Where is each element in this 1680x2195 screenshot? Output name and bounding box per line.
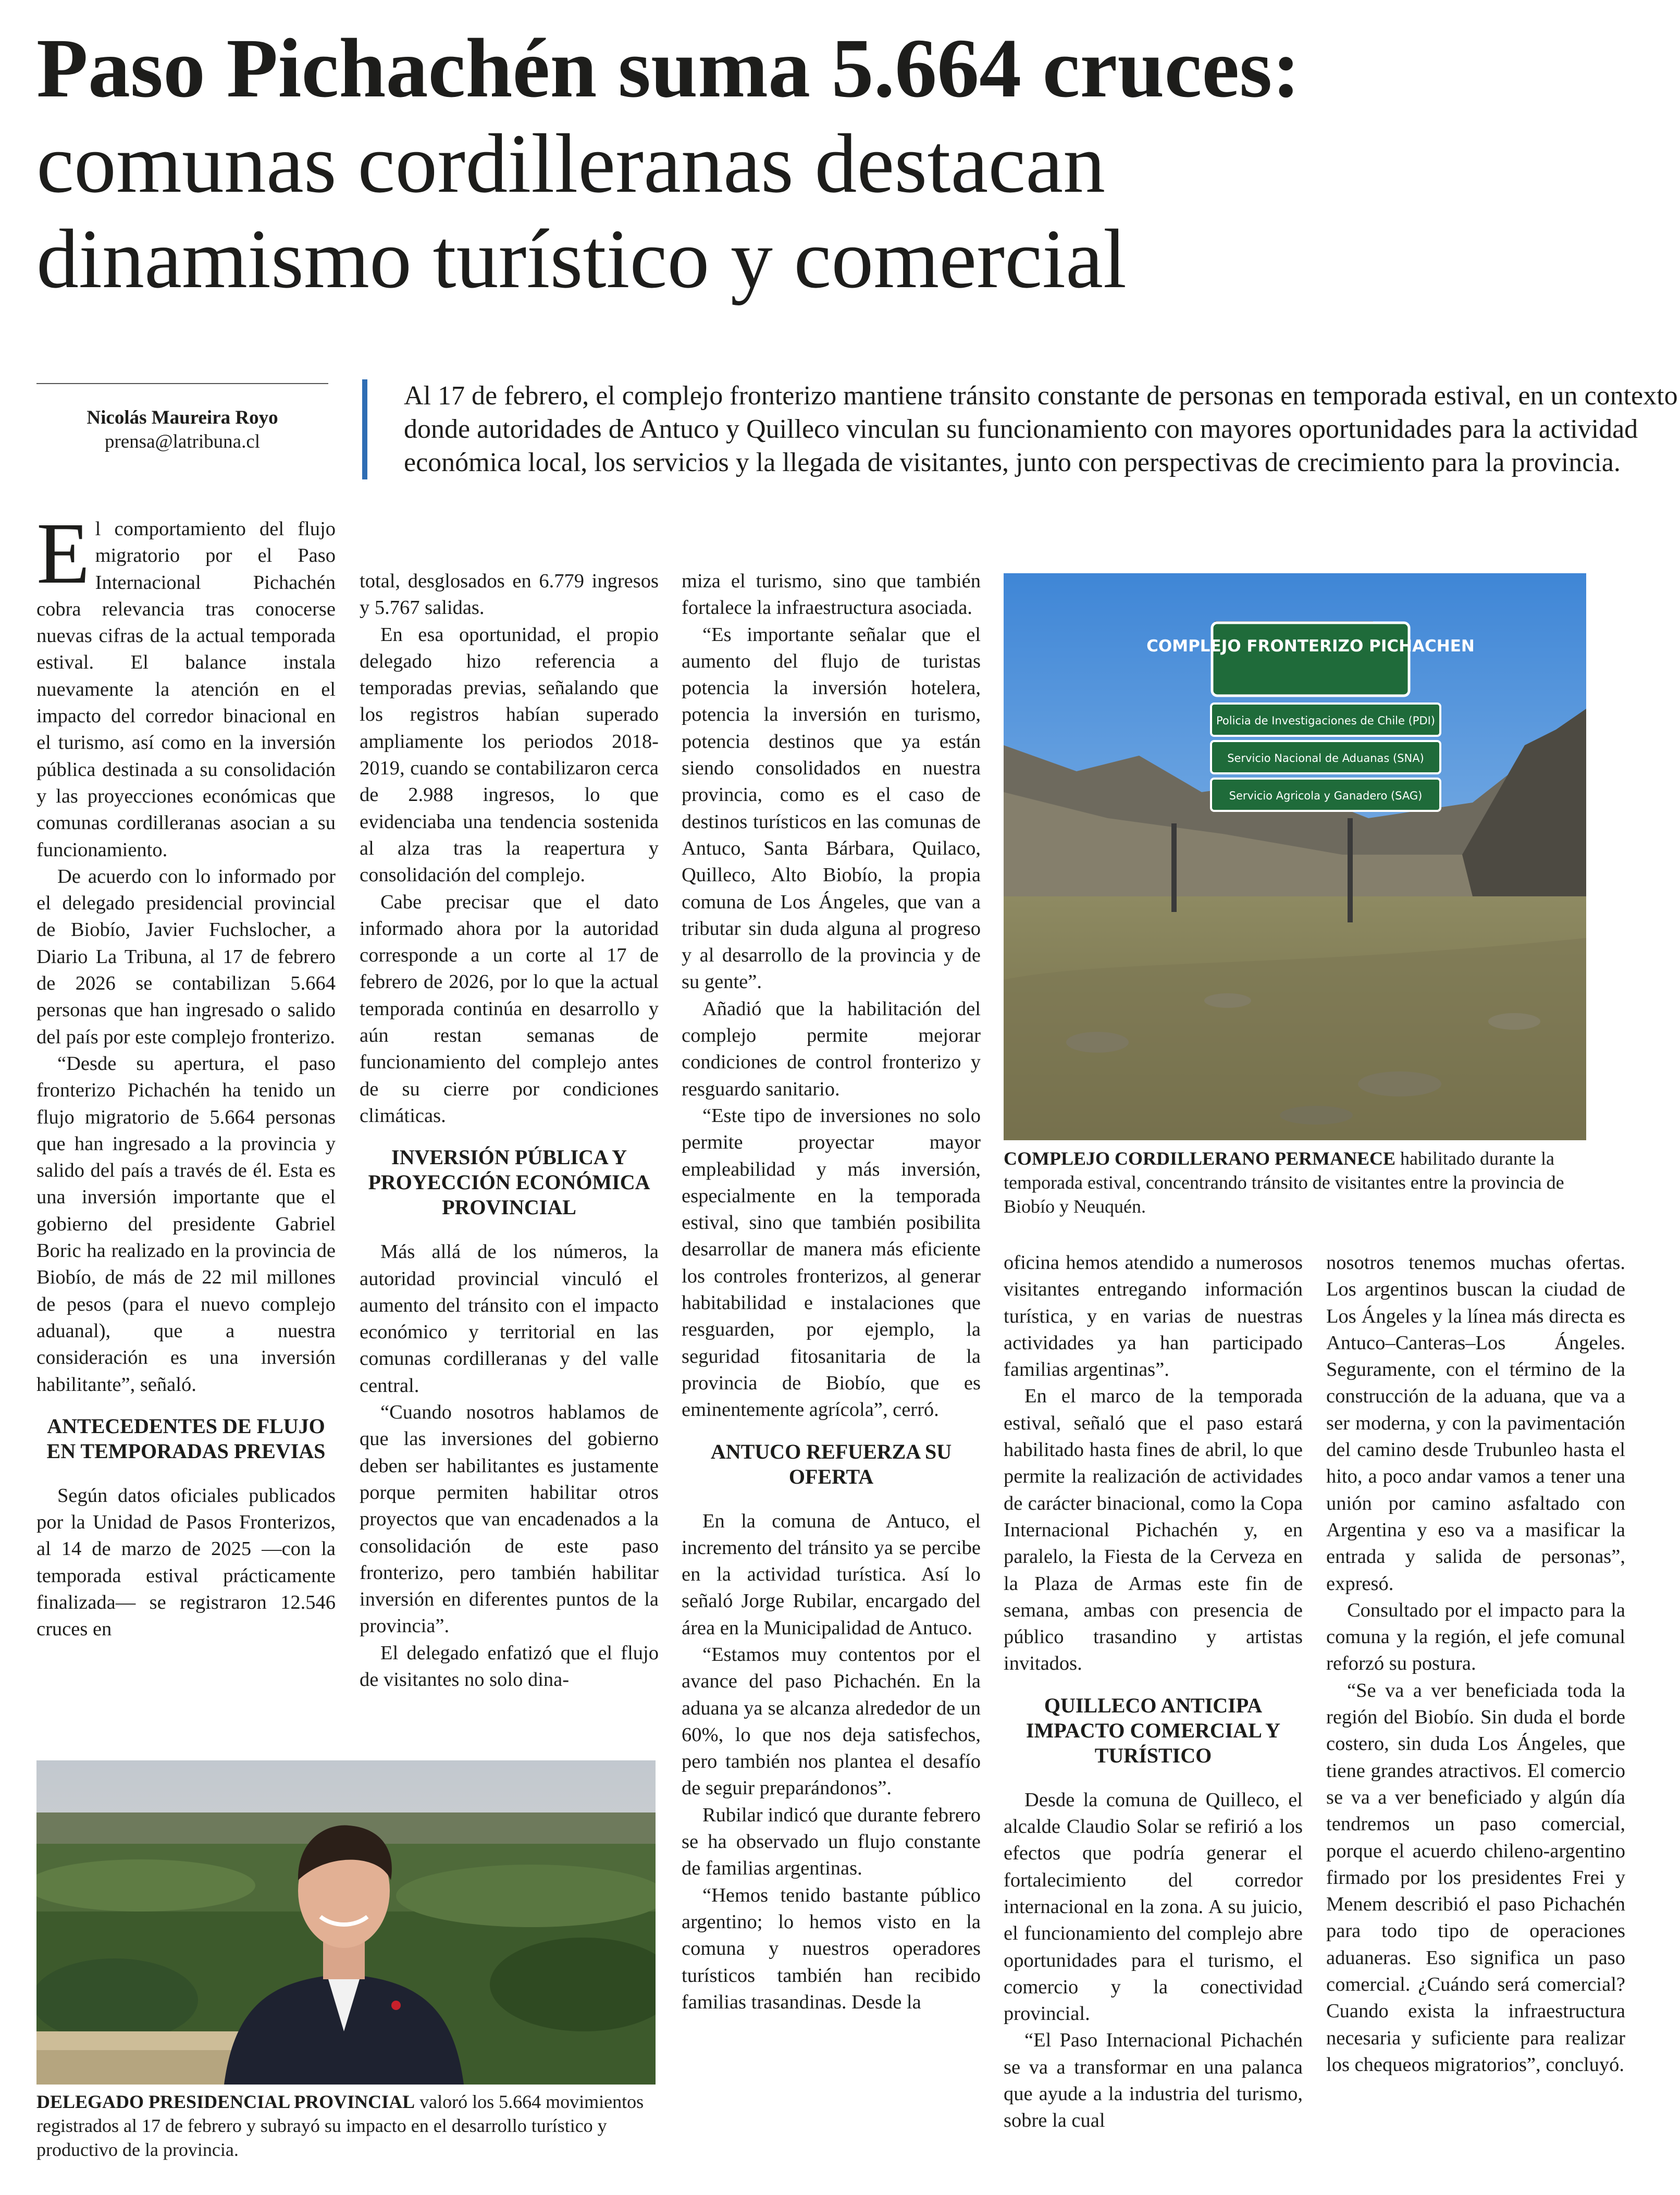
- article-column-1: [36, 505, 336, 1643]
- col4-paragraph-4: “El Paso Internacional Pichachén se va a transformar en una palanca que ayude a la industria del turismo, sobre la cual: [1004, 2029, 1303, 2132]
- photo-border-complex-caption: COMPLEJO CORDILLERANO PERMANECE habilitado durante la temporada estival, concentrando tránsito de visitantes entre la provincia de Biobío y Neuquén.: [1004, 1148, 1564, 1217]
- col3-paragraph-7: Rubilar indicó que durante febrero se ha observado un flujo constante de familias argentinas.: [682, 1804, 981, 1880]
- sign-title: COMPLEJO FRONTERIZO PICHACHEN: [1146, 637, 1475, 656]
- col4-subhead: QUILLECO ANTICIPA IMPACTO COMERCIAL Y TURÍSTICO: [1026, 1693, 1281, 1767]
- col1-subhead: ANTECEDENTES DE FLUJO EN TEMPORADAS PREVIAS: [46, 1414, 326, 1463]
- byline-author: Nicolás Maureira Royo: [87, 407, 278, 428]
- col2-subhead: INVERSIÓN PÚBLICA Y PROYECCIÓN ECONÓMICA PROVINCIAL: [368, 1145, 650, 1219]
- col5-paragraph-3: “Se va a ver beneficiada toda la región del Biobío. Sin duda el borde costero, sin duda Los Ángeles, que tiene grandes atractivos. El comercio se va a ver beneficiado y algún día tendremos un paso comercial, porque el acuerdo chileno-argentino firmado por los presidentes Frei y Menem describió el paso Pichachén para todo tipo de operaciones aduaneras. Eso significa un paso comercial. ¿Cuándo será comercial? Cuando exista la infraestructura necesaria y suficiente para realizar los chequeos migratorios”, concluyó.: [1326, 1679, 1625, 2076]
- sign-pdi: Policia de Investigaciones de Chile (PDI): [1216, 714, 1435, 727]
- dropcap: E: [36, 505, 90, 602]
- col4-paragraph-1: oficina hemos atendido a numerosos visitantes entregando información turística, y en varias de nuestras actividades ya han participado familias argentinas”.: [1004, 1252, 1303, 1381]
- col5-paragraph-1: nosotros tenemos muchas ofertas. Los argentinos buscan la ciudad de Los Ángeles y la línea más directa es Antuco–Canteras–Los Ángeles. Seguramente, con el término de la construcción de la aduana, que va a ser moderna, y con la pavimentación del camino desde Trubunleo hasta el hito, a poco andar vamos a tener una unión por camino asfaltado con Argentina y eso va a masificar la entrada y salida de personas”, expresó.: [1326, 1252, 1625, 1595]
- article-column-3: [682, 568, 981, 2016]
- col2-paragraph-5: “Cuando nosotros hablamos de que las inversiones del gobierno deben ser habilitantes es justamente porque permiten habilitar otros proyectos que van encadenados a la consolidación de este paso fronterizo, pero también habilitar inversión en diferentes puntos de la provincia”.: [360, 1401, 659, 1637]
- photo-delegate-caption-lead: DELEGADO PRESIDENCIAL PROVINCIAL: [36, 2091, 415, 2112]
- col4-paragraph-3: Desde la comuna de Quilleco, el alcalde Claudio Solar se refirió a los efectos que podría generar el fortalecimiento del corredor internacional en la zona. A su juicio, el funcionamiento del complejo abre oportunidades para el turismo, el comercio y la conectividad provincial.: [1004, 1789, 1303, 2025]
- photo-border-complex-caption-lead: COMPLEJO CORDILLERANO PERMANECE: [1004, 1148, 1396, 1169]
- sign-sna: Servicio Nacional de Aduanas (SNA): [1227, 752, 1424, 764]
- col1-paragraph-2: De acuerdo con lo informado por el delegado presidencial provincial de Biobío, Javier Fuchslocher, a Diario La Tribuna, al 17 de febrero de 2026 se contabilizan 5.664 personas que han ingresado o salido del país por este complejo fronterizo.: [36, 865, 336, 1048]
- col2-paragraph-6: El delegado enfatizó que el flujo de visitantes no solo dina-: [360, 1642, 659, 1691]
- delegate-portrait-illustration: [36, 1760, 656, 2085]
- col1-paragraph-3: “Desde su apertura, el paso fronterizo Pichachén ha tenido un flujo migratorio de 5.664 personas que han ingresado a la provincia y salido del país a través de él. Esta es una inversión importante que el gobierno del presidente Gabriel Boric ha realizado en la provincia de Biobío, de más de 22 mil millones de pesos (para el nuevo complejo aduanal), que a nuestra consideración es una inversión habilitante”, señaló.: [36, 1052, 336, 1396]
- col3-paragraph-1: miza el turismo, sino que también fortalece la infraestructura asociada.: [682, 570, 981, 619]
- headline-line-3: dinamismo turístico y comercial: [36, 213, 1127, 306]
- col3-paragraph-8: “Hemos tenido bastante público argentino; lo hemos visto en la comuna y nuestros operadores turísticos también han recibido familias trasandinas. Desde la: [682, 1884, 981, 2013]
- col4-paragraph-2: En el marco de la temporada estival, señaló que el paso estará habilitado hasta fines de abril, lo que permite la realización de actividades de carácter binacional, como la Copa Internacional Pichachén y, en paralelo, la Fiesta de la Cerveza en la Plaza de Armas este fin de semana, ambas con presencia de público trasandino y artistas invitados.: [1004, 1385, 1303, 1675]
- col5-paragraph-2: Consultado por el impacto para la comuna y la región, el jefe comunal reforzó su postura.: [1326, 1599, 1625, 1675]
- headline-line-2: comunas cordilleranas destacan: [36, 117, 1106, 211]
- col1-paragraph-1: El comportamiento del flujo migratorio por el Paso Internacional Pichachén cobra relevancia tras conocerse nuevas cifras de la actual temporada estival. El balance instala nuevamente la atención en el impacto del corredor binacional en el turismo, así como en la inversión pública destinada a su consolidación y las proyecciones económicas que comunas cordilleranas asocian a su funcionamiento.: [36, 505, 336, 861]
- col1-paragraph-4: Según datos oficiales publicados por la Unidad de Pasos Fronterizos, al 14 de marzo de 2025 —con la temporada estival prácticamente finalizada— se registraron 12.546 cruces en: [36, 1484, 336, 1641]
- col3-paragraph-3: Añadió que la habilitación del complejo permite mejorar condiciones de control fronterizo y resguardo sanitario.: [682, 997, 981, 1100]
- photo-delegate-caption: DELEGADO PRESIDENCIAL PROVINCIAL valoró los 5.664 movimientos registrados al 17 de febrero y subrayó su impacto en el desarrollo turístico y productivo de la provincia.: [36, 2091, 644, 2160]
- sign-sag: Servicio Agricola y Ganadero (SAG): [1229, 790, 1423, 802]
- article-column-2: [360, 568, 659, 1693]
- col2-paragraph-1: total, desglosados en 6.779 ingresos y 5.767 salidas.: [360, 570, 659, 619]
- col2-paragraph-2: En esa oportunidad, el propio delegado hizo referencia a temporadas previas, señalando que los registros habían superado ampliamente los periodos 2018-2019, cuando se contabilizaron cerca de 2.988 ingresos, lo que evidenciaba una tendencia sostenida al alza tras la reapertura y consolidación del complejo.: [360, 623, 659, 886]
- col3-paragraph-2: “Es importante señalar que el aumento del flujo de turistas potencia la inversión hotelera, potencia la inversión en turismo, potencia destinos que ya están siendo consolidados en nuestra provincia, como es el caso de destinos turísticos en las comunas de Antuco, Santa Bárbara, Quilaco, Quilleco, Alto Biobío, la propia comuna de Los Ángeles, que van a tributar sin duda alguna al progreso y al desarrollo de la provincia y de su gente”.: [682, 623, 981, 993]
- photo-delegate: [36, 1760, 656, 2085]
- col3-subhead: ANTUCO REFUERZA SU OFERTA: [710, 1439, 952, 1488]
- headline-line-1: Paso Pichachén suma 5.664 cruces:: [36, 22, 1301, 115]
- col3-paragraph-4: “Este tipo de inversiones no solo permite proyectar mayor empleabilidad y más inversión, especialmente en la temporada estival, sino que también posibilita desarrollar de manera más eficiente los controles fronterizos, al generar habitabilidad e instalaciones que resguarden, por ejemplo, la seguridad fitosanitaria de la provincia de Biobío, que es eminentemente agrícola”, cerró.: [682, 1104, 981, 1421]
- lead-paragraph: Al 17 de febrero, el complejo fronterizo mantiene tránsito constante de personas en temporada estival, en un contexto donde autoridades de Antuco y Quilleco vinculan su funcionamiento con mayores oportunidades para la actividad económica local, los servicios y la llegada de visitantes, junto con perspectivas de crecimiento para la provincia.: [362, 379, 1680, 479]
- col2-paragraph-4: Más allá de los números, la autoridad provincial vinculó el aumento del tránsito con el impacto económico y territorial en las comunas cordilleranas y del valle central.: [360, 1241, 659, 1397]
- headline: [36, 21, 1647, 307]
- col2-paragraph-3: Cabe precisar que el dato informado ahora por la autoridad corresponde a un corte al 17 de febrero de 2026, por lo que la actual temporada continúa en desarrollo y aún restan semanas de funcionamiento del complejo antes de su cierre por condiciones climáticas.: [360, 891, 659, 1127]
- byline-email: prensa@latribuna.cl: [104, 431, 261, 452]
- photo-border-complex: [1004, 573, 1586, 1140]
- col3-paragraph-5: En la comuna de Antuco, el incremento del tránsito ya se percibe en la actividad turística. Así lo señaló Jorge Rubilar, encargado del área en la Municipalidad de Antuco.: [682, 1510, 981, 1639]
- byline: [36, 383, 328, 454]
- border-sign-photo-illustration: [1004, 573, 1586, 1140]
- article-column-4: [1004, 1250, 1303, 2135]
- article-column-5: [1326, 1250, 1625, 2078]
- col3-paragraph-6: “Estamos muy contentos por el avance del paso Pichachén. En la aduana ya se alcanza alrededor de un 60%, lo que nos deja satisfechos, pero también nos plantea el desafío de seguir preparándonos”.: [682, 1643, 981, 1799]
